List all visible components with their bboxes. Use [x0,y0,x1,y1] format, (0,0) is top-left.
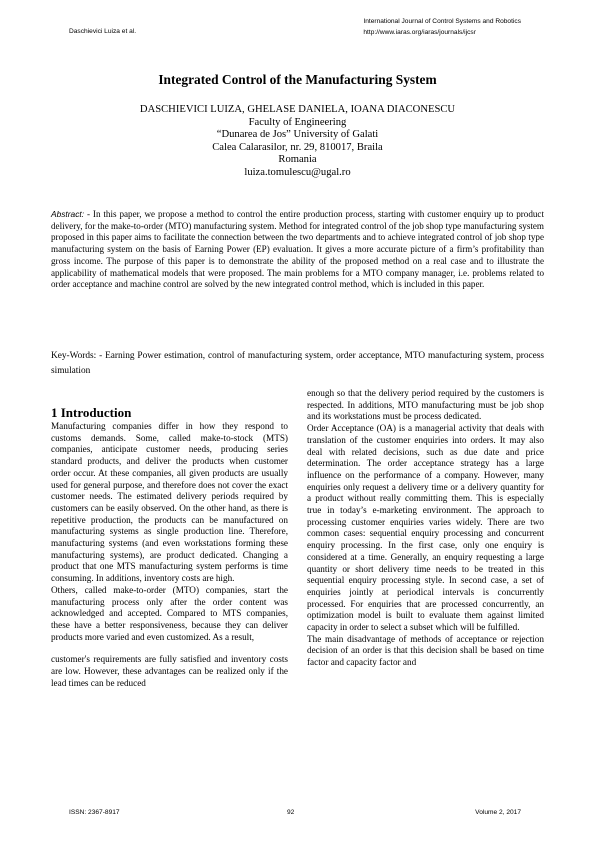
address: Calea Calarasilor, nr. 29, 810017, Braila [212,141,383,153]
paragraph: Others, called make-to-order (MTO) companies, start the manufacturing process only after the order content was acknowledged and accepted. Compared to MTS companies, these have a better responsiveness, because they can deliver products more varied and even customized. As a result, [51,584,288,642]
author-names: DASCHIEVICI LUIZA, GHELASE DANIELA, IOANA DIACONESCU [139,104,456,115]
abstract [51,209,544,291]
paragraph: Order Acceptance (OA) is a managerial activity that deals with translation of the customer enquiries into orders. It may also deal with related decisions, such as due date and price determination. The order acceptance strategy has a large influence on the performance of a company. However, many enquiries only request a delivery time or a delivery quantity for a product without really committing them. This is especially true in today’s e-marketing environment. The approach to processing customer enquiries varies widely. There are two common cases: sequential enquiry processing and concurrent enquiry processing. In the first case, only one enquiry is considered at a time. Generally, an enquiry requesting a large quantity or short delivery time needs to be treated in this sequential enquiry processing style. In second case, a set of enquiries jointly at periodical intervals is concurrently processed. For enquiries that are processed concurrently, an optimization model is built to evaluate them against limited capacity in order to select a subset which will be fulfilled. [307,423,544,633]
paper-title: Integrated Control of the Manufacturing System [158,72,437,87]
right-column [307,388,544,669]
keywords: Key-Words: - Earning Power estimation, control of manufacturing system, order acceptance, MTO manufacturing system, process simulation [51,351,544,377]
paragraph: Manufacturing companies differ in how they respond to customs demands. Some, called make-to-stock (MTS) companies, anticipate customer needs, producing series standard products, and deliver the products when customer order occur. At these companies, all given products are usually used for general purpose, and therefore does not cover the exact customer needs. The estimated delivery periods required by customers can be easily observed. On the other hand, as there is repetitive production, the products can be manufactured on manufacturing systems as single production line. Therefore, manufacturing systems (and even workstations forming these manufacturing systems), are product dedicated. Changing a product that one MTS manufacturing system performs is time consuming. In additions, inventory costs are high. [51,421,288,584]
journal-url: http://www.iaras.org/iaras/journals/ijcsr [363,28,476,36]
page-number: 92 [287,809,295,816]
journal-name: International Journal of Control Systems and Robotics [363,18,521,25]
paragraph: customer's requirements are fully satisfied and inventory costs are low. However, these advantages can be realized only if the lead times can be reduced [51,654,288,688]
faculty: Faculty of Engineering [248,116,347,128]
running-header-authors: Daschievici Luiza et al. [69,28,137,35]
paragraph: enough so that the delivery period required by the customers is respected. In additions, MTO manufacturing must be job shop and its workstations must be process dedicated. [307,388,544,422]
abstract-label: Abstract: [51,209,85,219]
left-column [51,388,288,689]
country: Romania [278,154,317,166]
footer-issn: ISSN: 2367-8917 [69,809,120,816]
paragraph: The main disadvantage of methods of acceptance or rejection decision of an order is that this decision shall be based on time factor and capacity factor and [307,633,544,668]
author-block [0,104,595,180]
section-heading: 1 Introduction [51,405,132,420]
email: luiza.tomulescu@ugal.ro [244,166,351,178]
university: “Dunarea de Jos” University of Galati [216,129,379,141]
running-header-journal [363,17,521,38]
abstract-text: - In this paper, we propose a method to control the entire production process, starting with customer enquiry up to product delivery, for the make-to-order (MTO) manufacturing system. Method for integrated control of the job shop type manufacturing system proposed in this paper aims to facilitate the connection between the two departments and to achieve integrated control of job shop type manufacturing system on the basis of Earning Power (EP) evaluation. It gives a more accurate picture of a firm’s profitability than gross income. The purpose of this paper is to demonstrate the ability of the proposed method on a real case and to illustrate the applicability of mathematical models that were proposed. The main problems for a MTO company manager, i.e. problems related to order acceptance and machine control are solved by the new integrated control method, which is included in this paper. [51,209,544,290]
footer-volume: Volume 2, 2017 [475,809,521,816]
